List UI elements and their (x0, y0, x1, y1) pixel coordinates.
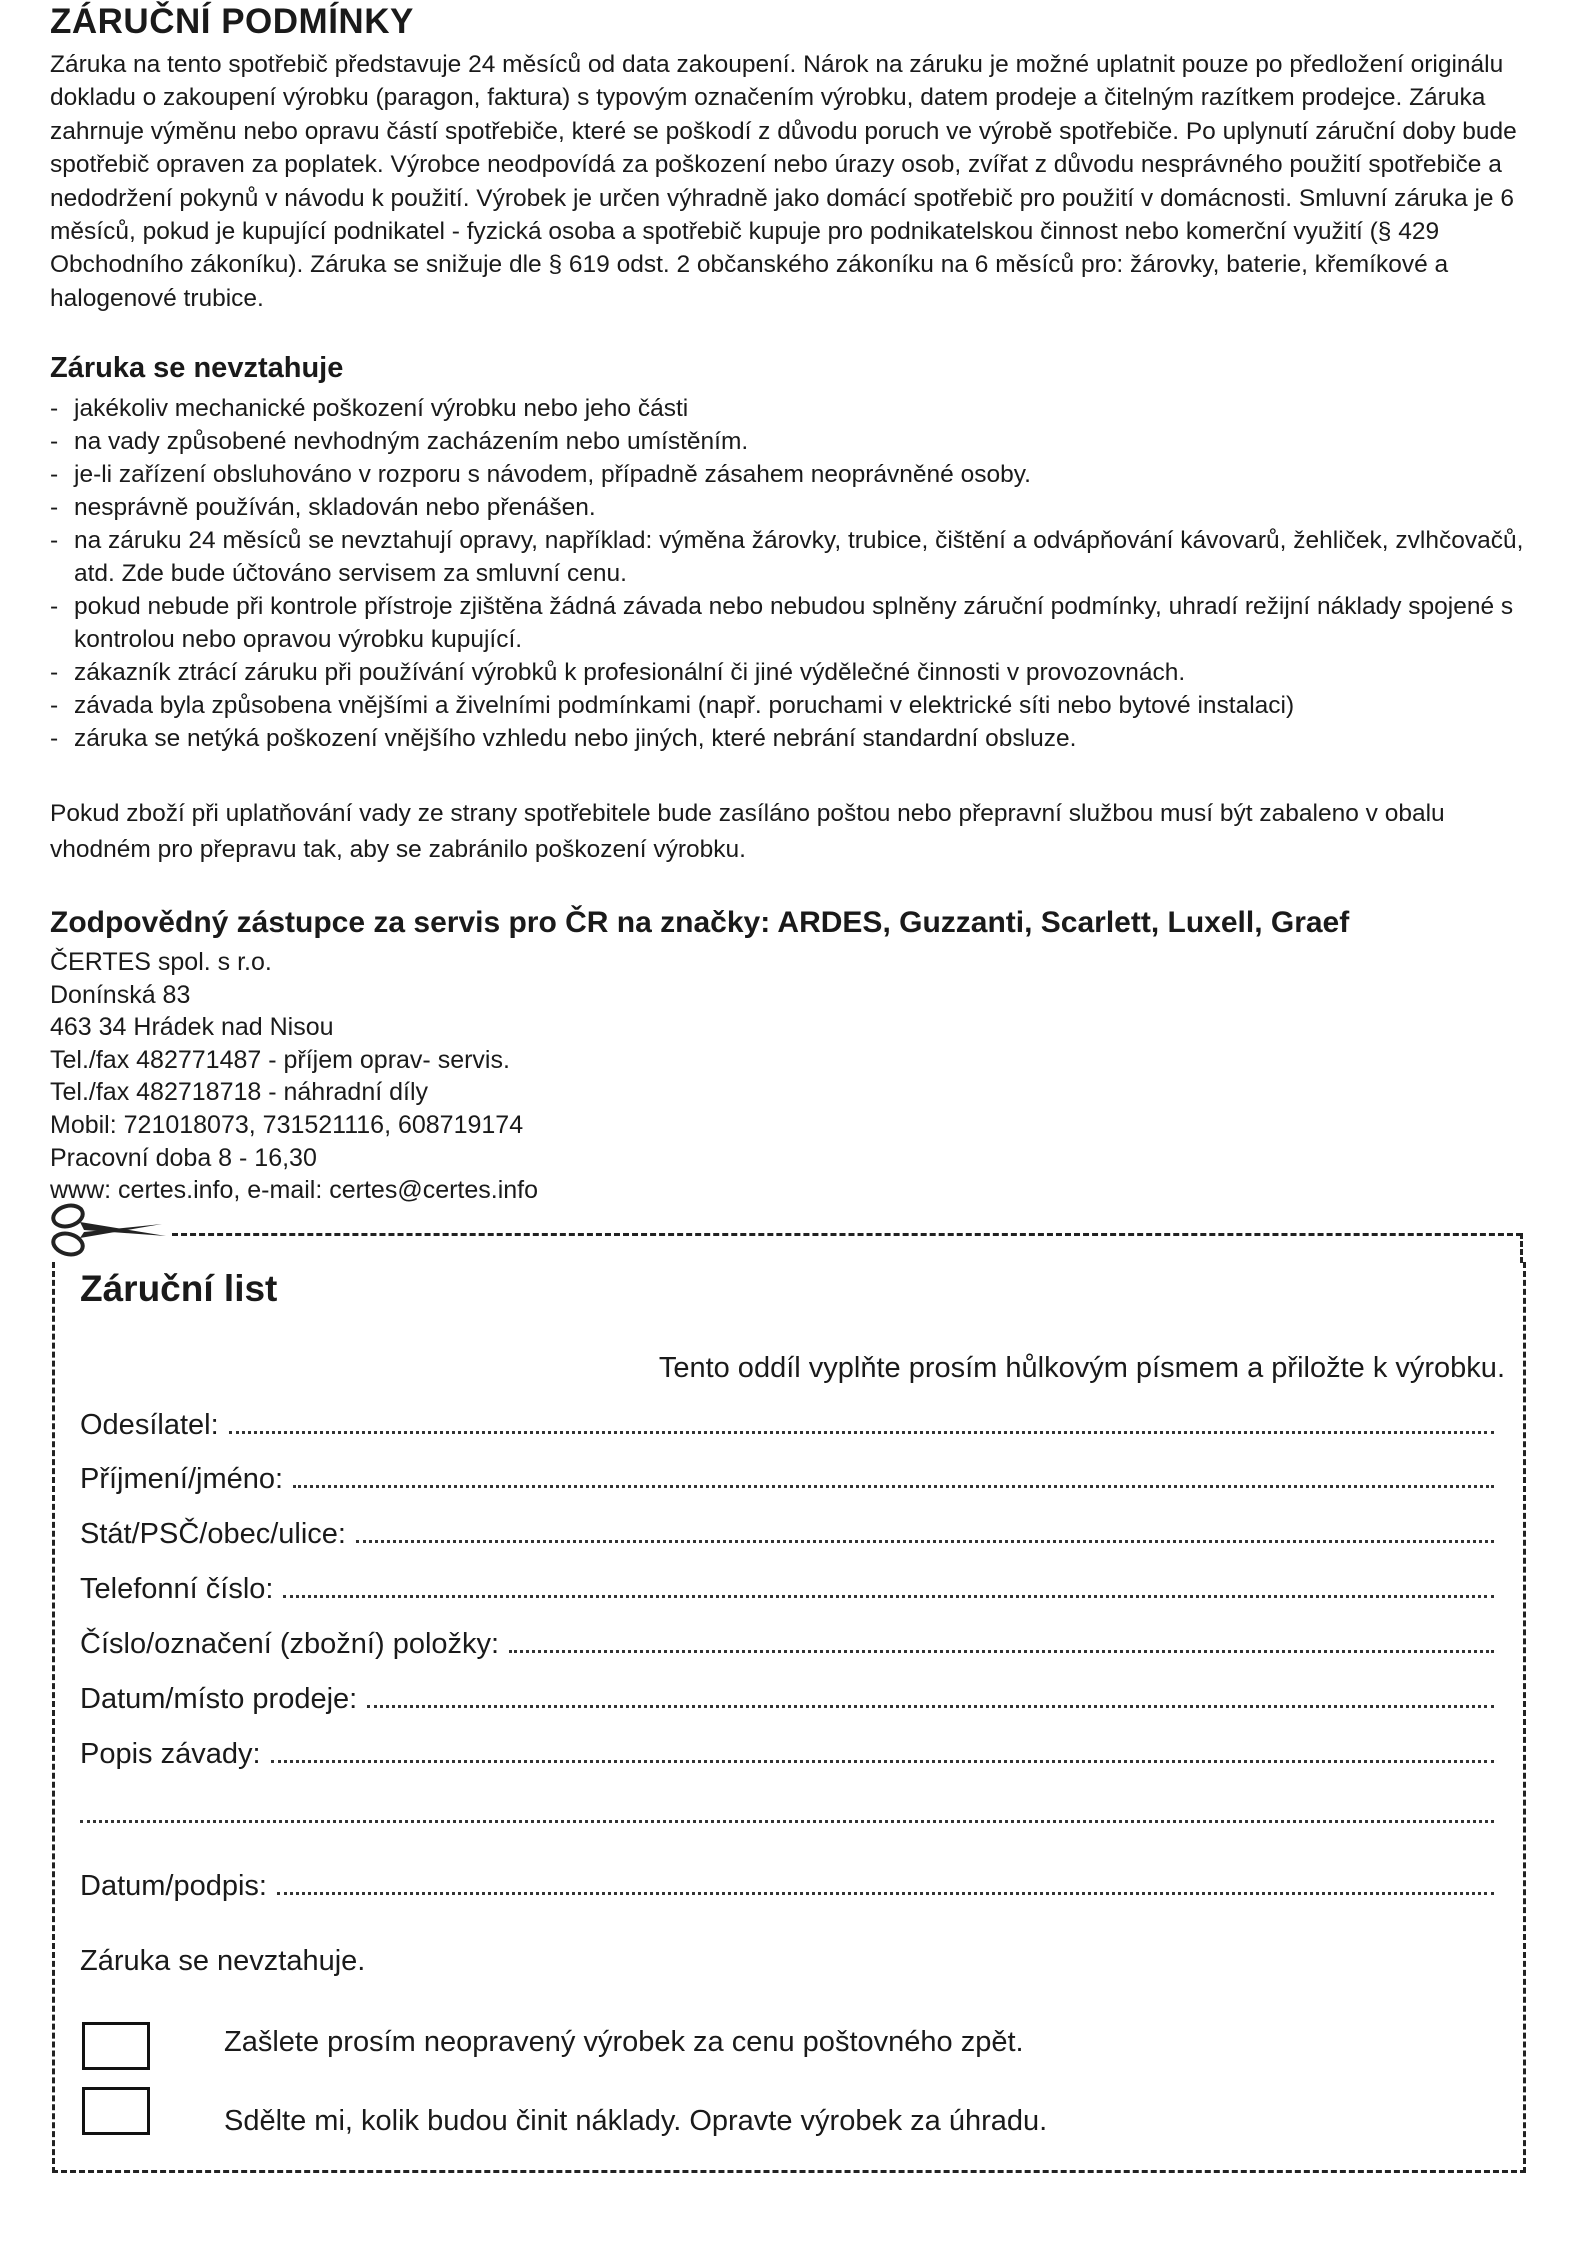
cut-line-corner (1520, 1233, 1523, 1263)
page-title: ZÁRUČNÍ PODMÍNKY (50, 2, 414, 41)
defect-label: Popis závady: (80, 1738, 261, 1770)
signature-label: Datum/podpis: (80, 1870, 267, 1902)
signature-field[interactable] (80, 1870, 1494, 1910)
return-unrepaired-label: Zašlete prosím neopravený výrobek za cenu poštovného zpět. (224, 2026, 1024, 2058)
scissors-icon (50, 1200, 168, 1262)
address-label: Stát/PSČ/obec/ulice: (80, 1518, 346, 1550)
phone-label: Telefonní číslo: (80, 1573, 274, 1605)
phone-service: Tel./fax 482771487 - příjem oprav- servis. (50, 1045, 510, 1074)
card-instruction: Tento oddíl vyplňte prosím hůlkovým písmem a přiložte k výrobku. (658, 1352, 1505, 1384)
quote-repair-checkbox[interactable] (82, 2087, 150, 2135)
exclusion-item: - nesprávně používán, skladován nebo přenášen. (50, 491, 1540, 524)
defect-field[interactable] (80, 1738, 1494, 1778)
sender-input-line[interactable] (229, 1409, 1494, 1434)
address-field[interactable] (80, 1518, 1494, 1558)
sale-field[interactable] (80, 1683, 1494, 1723)
return-unrepaired-checkbox[interactable] (82, 2022, 150, 2070)
sale-label: Datum/místo prodeje: (80, 1683, 358, 1715)
exclusion-item: - na vady způsobené nevhodným zacházením nebo umístěním. (50, 425, 1540, 458)
address-input-line[interactable] (356, 1518, 1494, 1543)
name-field[interactable] (80, 1463, 1494, 1503)
exclusions-list (50, 392, 1540, 755)
name-input-line[interactable] (293, 1463, 1494, 1488)
sale-input-line[interactable] (367, 1683, 1494, 1708)
exclusion-item: - závada byla způsobena vnějšími a živelními podmínkami (např. poruchami v elektrické síti nebo bytové instalaci) (50, 689, 1540, 722)
warranty-intro-paragraph: Záruka na tento spotřebič představuje 24 měsíců od data zakoupení. Nárok na záruku je možné uplatnit pouze po předložení originálu dokladu o zakoupení výrobku (paragon, faktura) s typovým označením výrobku, datem prodeje a čitelným razítkem prodejce. Záruka zahrnuje výměnu nebo opravu částí spotřebiče, které se poškodí z důvodu poruch ve výrobě spotřebiče. Po uplynutí záruční doby bude spotřebič opraven za poplatek. Výrobce neodpovídá za poškození nebo úrazy osob, zvířat z důvodu nesprávného použití spotřebiče a nedodržení pokynů v návodu k použití. Výrobek je určen výhradně jako domácí spotřebič pro použití v domácnosti. Smluvní záruka je 6 měsíců, pokud je kupující podnikatel - fyzická osoba a spotřebič kupuje pro podnikatelskou činnost nebo komerční využití (§ 429 Obchodního zákoníku). Záruka se snižuje dle § 619 odst. 2 občanského zákoníku na 6 měsíců pro: žárovky, baterie, křemíkové a halogenové trubice. (50, 51, 1517, 312)
exclusion-item: - je-li zařízení obsluhováno v rozporu s návodem, případně zásahem neoprávněné osoby. (50, 458, 1540, 491)
exclusion-item: - záruka se netýká poškození vnějšího vzhledu nebo jiných, které nebrání standardní obsluze. (50, 722, 1540, 755)
defect-input-line[interactable] (271, 1738, 1494, 1763)
company-name: ČERTES spol. s r.o. (50, 948, 272, 976)
item-label: Číslo/označení (zbožní) položky: (80, 1628, 500, 1660)
mobile: Mobil: 721018073, 731521116, 608719174 (50, 1110, 524, 1139)
exclusion-item: - pokud nebude při kontrole přístroje zjištěna žádná závada nebo nebudou splněny záruční podmínky, uhradí režijní náklady spojené s kontrolou nebo opravou výrobku kupující. (50, 590, 1540, 656)
phone-parts: Tel./fax 482718718 - náhradní díly (50, 1078, 429, 1107)
signature-input-line[interactable] (277, 1870, 1494, 1895)
exclusion-item: - na záruku 24 měsíců se nevztahují opravy, například: výměna žárovky, trubice, čištění a odvápňování kávovarů, žehliček, zvlhčovačů, atd. Zde bude účtováno servisem za smluvní cenu. (50, 524, 1540, 590)
service-heading: Zodpovědný zástupce za servis pro ČR na značky: ARDES, Guzzanti, Scarlett, Luxell, Graef (50, 906, 1350, 939)
city: 463 34 Hrádek nad Nisou (50, 1013, 334, 1042)
sender-label: Odesílatel: (80, 1409, 219, 1441)
web-email: www: certes.info, e-mail: certes@certes.info (50, 1176, 539, 1205)
phone-input-line[interactable] (283, 1573, 1494, 1598)
item-field[interactable] (80, 1628, 1494, 1668)
cut-line-top (172, 1233, 1522, 1236)
service-address (50, 946, 538, 1207)
exclusion-item: - zákazník ztrácí záruku při používání výrobků k profesionální či jiné výdělečné činnosti v provozovnách. (50, 656, 1540, 689)
item-input-line[interactable] (509, 1628, 1494, 1653)
exclusions-heading: Záruka se nevztahuje (50, 352, 344, 384)
shipping-paragraph: Pokud zboží při uplatňování vady ze strany spotřebitele bude zasíláno poštou nebo přepravní službou musí být zabaleno v obalu vhodném pro přepravu tak, aby se zabránilo poškození výrobku. (50, 800, 1445, 863)
defect-extra-line[interactable] (80, 1820, 1494, 1823)
street: Donínská 83 (50, 980, 191, 1009)
warranty-card-title: Záruční list (80, 1268, 278, 1309)
name-label: Příjmení/jméno: (80, 1463, 284, 1495)
warranty-not-applicable-note: Záruka se nevztahuje. (80, 1945, 366, 1977)
sender-field[interactable] (80, 1409, 1494, 1449)
working-hours: Pracovní doba 8 - 16,30 (50, 1143, 317, 1172)
exclusion-item: - jakékoliv mechanické poškození výrobku nebo jeho části (50, 392, 1540, 425)
quote-repair-label: Sdělte mi, kolik budou činit náklady. Opravte výrobek za úhradu. (224, 2105, 1048, 2137)
phone-field[interactable] (80, 1573, 1494, 1613)
